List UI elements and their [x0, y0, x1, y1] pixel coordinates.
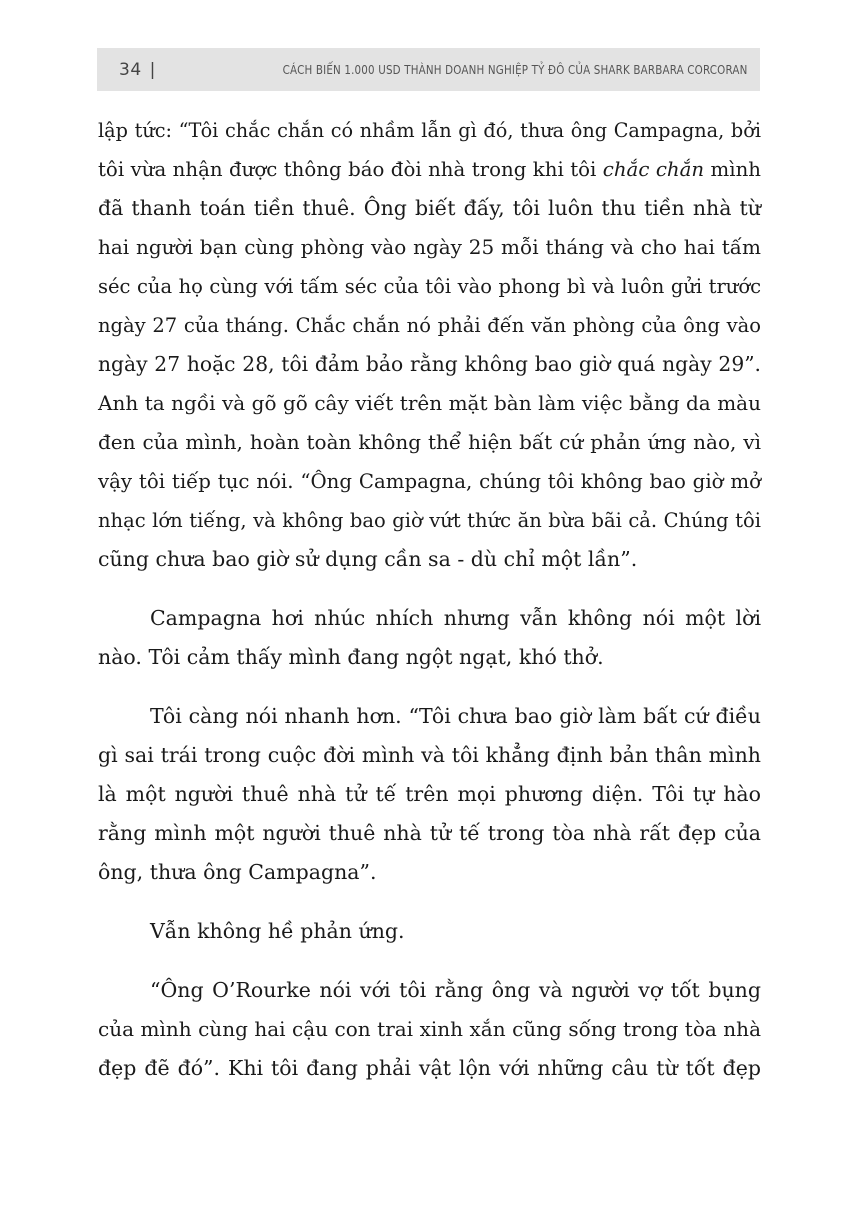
- text-line: “Ông O’Rourke nói với tôi rằng ông và người vợ tốt bụng: [150, 978, 761, 1002]
- text-line: ngày 27 của tháng. Chắc chắn nó phải đến văn phòng của ông vào: [98, 314, 761, 337]
- text-segment: mình: [710, 158, 762, 181]
- text-line: đã thanh toán tiền thuê. Ông biết đấy, tôi luôn thu tiền nhà từ: [98, 196, 761, 220]
- text-line: ông, thưa ông Campagna”.: [98, 860, 377, 884]
- text-line: lập tức: “Tôi chắc chắn có nhầm lẫn gì đó, thưa ông Campagna, bởi: [98, 119, 761, 142]
- text-line: đen của mình, hoàn toàn không thể hiện bất cứ phản ứng nào, vì: [98, 430, 761, 454]
- paragraph-2: [98, 599, 761, 677]
- text-line: hai người bạn cùng phòng vào ngày 25 mỗi tháng và cho hai tấm: [98, 235, 761, 259]
- text-line: là một người thuê nhà tử tế trên mọi phương diện. Tôi tự hào: [98, 782, 761, 806]
- header-divider: |: [149, 59, 156, 80]
- running-title: CÁCH BIẾN 1.000 USD THÀNH DOANH NGHIỆP TỶ ĐÔ CỦA SHARK BARBARA CORCORAN: [283, 62, 748, 77]
- paragraph-4: [98, 912, 761, 951]
- text-line: nào. Tôi cảm thấy mình đang ngột ngạt, khó thở.: [98, 645, 604, 669]
- paragraph-1: [98, 111, 761, 579]
- text-line-with-emphasis: [98, 150, 761, 189]
- text-line: của mình cùng hai cậu con trai xinh xắn cũng sống trong tòa nhà: [98, 1017, 761, 1041]
- text-segment: tôi vừa nhận được thông báo đòi nhà trong khi tôi: [98, 158, 597, 181]
- text-line: Tôi càng nói nhanh hơn. “Tôi chưa bao giờ làm bất cứ điều: [150, 704, 761, 728]
- text-line: Campagna hơi nhúc nhích nhưng vẫn không nói một lời: [150, 606, 761, 630]
- text-line: cũng chưa bao giờ sử dụng cần sa - dù chỉ một lần”.: [98, 547, 638, 571]
- text-line: séc của họ cùng với tấm séc của tôi vào phong bì và luôn gửi trước: [98, 275, 761, 298]
- page-body: [98, 111, 761, 1088]
- text-line: đẹp đẽ đó”. Khi tôi đang phải vật lộn với những câu từ tốt đẹp: [98, 1056, 761, 1080]
- running-header: [97, 48, 760, 91]
- text-line: gì sai trái trong cuộc đời mình và tôi khẳng định bản thân mình: [98, 743, 761, 767]
- text-line: ngày 27 hoặc 28, tôi đảm bảo rằng không bao giờ quá ngày 29”.: [98, 352, 761, 376]
- text-line: rằng mình một người thuê nhà tử tế trong tòa nhà rất đẹp của: [98, 821, 761, 845]
- page-number: 34: [119, 59, 142, 80]
- text-line: nhạc lớn tiếng, và không bao giờ vứt thức ăn bừa bãi cả. Chúng tôi: [98, 509, 761, 532]
- text-line: Vẫn không hề phản ứng.: [150, 919, 405, 943]
- text-line: Anh ta ngồi và gõ gõ cây viết trên mặt bàn làm việc bằng da màu: [98, 391, 761, 415]
- text-line: vậy tôi tiếp tục nói. “Ông Campagna, chúng tôi không bao giờ mở: [98, 470, 761, 493]
- paragraph-5: [98, 971, 761, 1088]
- paragraph-3: [98, 697, 761, 892]
- emphasis-text: chắc chắn: [602, 158, 705, 181]
